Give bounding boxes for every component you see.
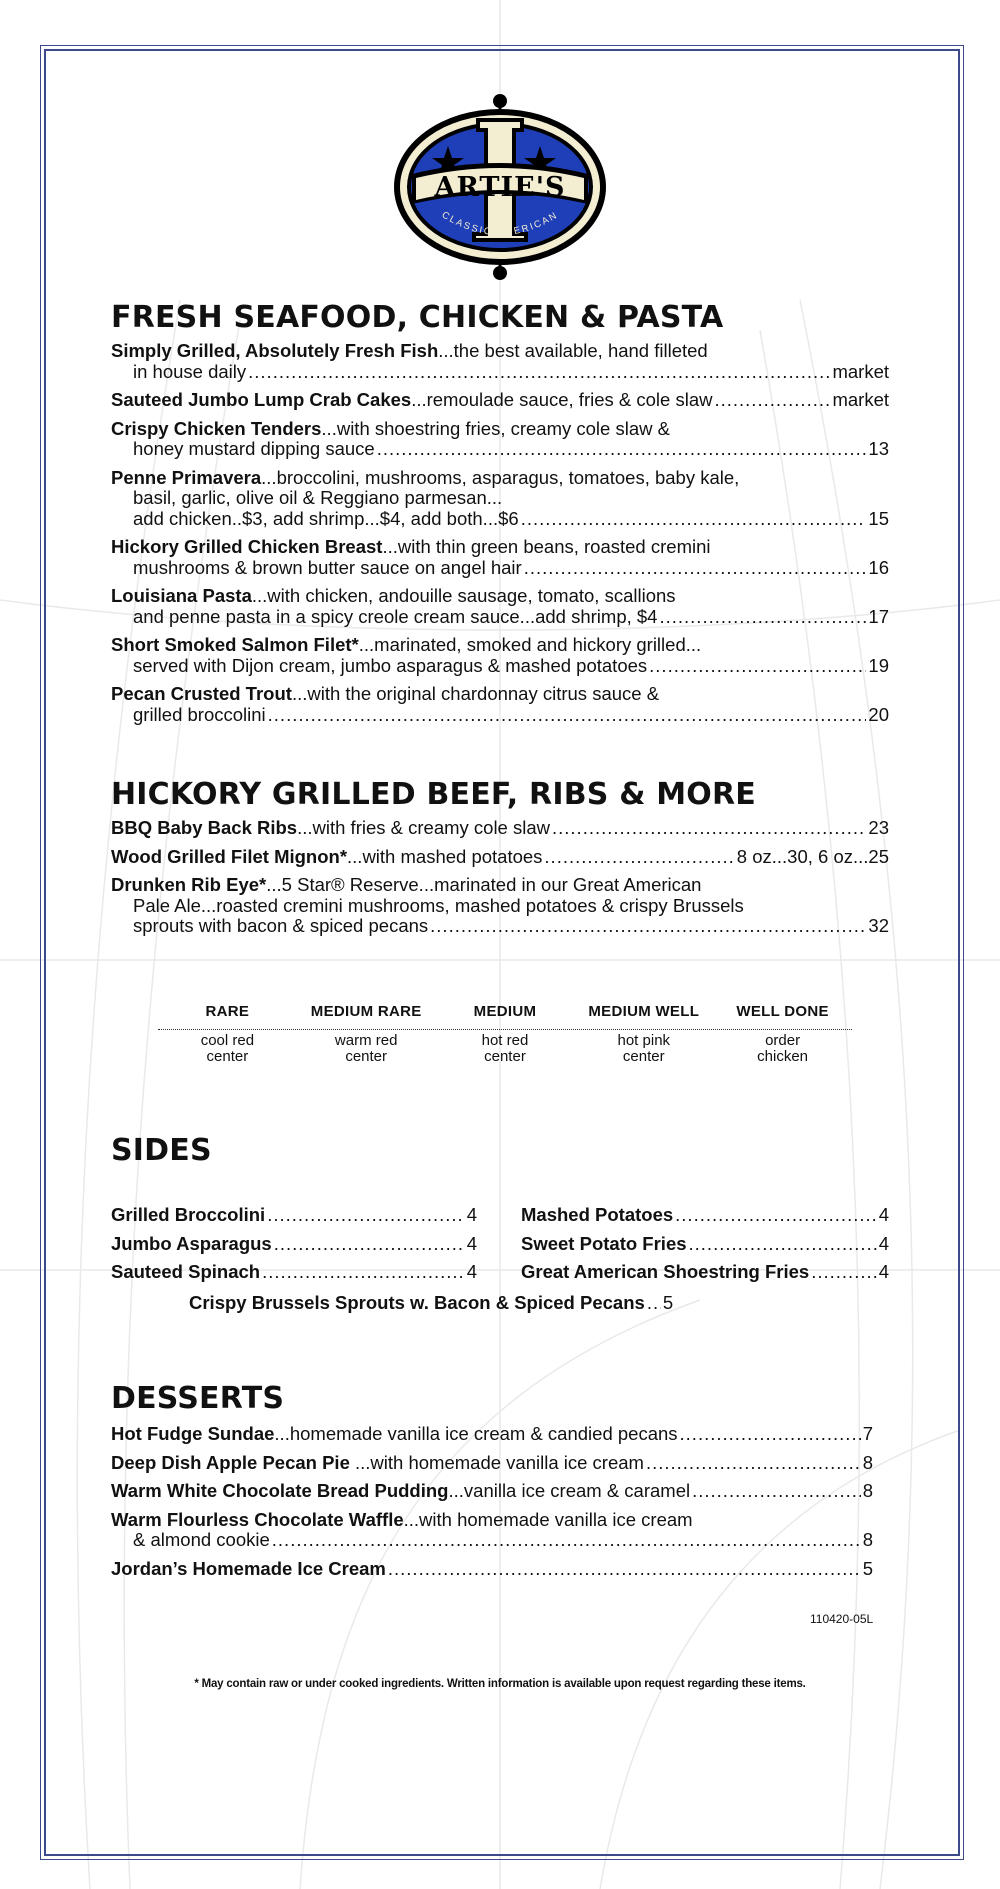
dessert-item: Jordan’s Homemade Ice Cream ..... 5 (111, 1559, 873, 1580)
temp-label: WELL DONE (736, 1003, 829, 1020)
temp-label: MEDIUM RARE (310, 1003, 422, 1020)
dessert-item: Hot Fudge Sundae ...homemade vanilla ice cream & candied pecans ..... 7 (111, 1424, 873, 1445)
disclaimer: * May contain raw or under cooked ingredients. Written information is available upon request regarding these items. (194, 1678, 806, 1690)
temp-desc: warm red center (334, 1032, 398, 1065)
item-price: 17 (868, 605, 889, 627)
seafood-section (111, 300, 889, 733)
desserts-section (111, 1381, 873, 1587)
section-title-seafood: FRESH SEAFOOD, CHICKEN & PASTA (111, 300, 724, 335)
temp-label: MEDIUM WELL (588, 1003, 700, 1020)
side-item: Great American Shoestring Fries ..... 4 (521, 1262, 889, 1283)
item-price: 20 (868, 703, 889, 725)
item-price: 8 oz...30, 6 oz...25 (736, 845, 889, 867)
side-item-featured: Crispy Brussels Sprouts w. Bacon & Spiced Pecans ..... 5 (189, 1293, 709, 1314)
dessert-item: Warm White Chocolate Bread Pudding ...vanilla ice cream & caramel ..... 8 (111, 1481, 873, 1502)
dessert-item: Warm Flourless Chocolate Waffle ...with homemade vanilla ice cream & almond cookie ..... 8 (111, 1510, 873, 1551)
arties-logo (390, 92, 610, 282)
logo-name: ARTIE'S (434, 172, 566, 203)
temp-desc: hot red center (481, 1032, 529, 1065)
menu-item: Crispy Chicken Tenders ...with shoestring fries, creamy cole slaw & honey mustard dipping sauce ..... 13 (111, 419, 889, 460)
menu-item: Penne Primavera ...broccolini, mushrooms, asparagus, tomatoes, baby kale, basil, garlic, olive oil & Reggiano parmesan... add chicken..$3, add shrimp...$4, add both...$6 ..... 15 (111, 468, 889, 530)
menu-item: Wood Grilled Filet Mignon* ...with mashed potatoes ..... 8 oz...30, 6 oz...25 (111, 847, 889, 868)
menu-item: Drunken Rib Eye* ...5 Star® Reserve...marinated in our Great American Pale Ale...roasted cremini mushrooms, mashed potatoes & crispy Brussels sprouts with bacon & spiced pecans ..... 32 (111, 875, 889, 937)
temp-desc: cool red center (200, 1032, 255, 1065)
item-price: 23 (868, 817, 889, 838)
sides-section (111, 1133, 889, 1168)
temp-label: MEDIUM (473, 1003, 537, 1020)
item-price: 15 (868, 507, 889, 529)
temp-divider (158, 1029, 852, 1030)
dessert-item: Deep Dish Apple Pecan Pie ...with homemade vanilla ice cream ..... 8 (111, 1453, 873, 1474)
temp-desc: hot pink center (617, 1032, 671, 1065)
menu-item: Sauteed Jumbo Lump Crab Cakes ...remoulade sauce, fries & cole slaw ..... market (111, 390, 889, 411)
item-price: 13 (868, 438, 889, 459)
menu-item: Short Smoked Salmon Filet* ...marinated, smoked and hickory grilled... served with Dijon cream, jumbo asparagus & mashed potatoes ..... 19 (111, 635, 889, 676)
menu-item: Pecan Crusted Trout ...with the original chardonnay citrus sauce & grilled broccolini ..... 20 (111, 684, 889, 725)
side-item: Grilled Broccolini ..... 4 (111, 1205, 477, 1226)
logo-tagline: CLASSIC AMERICAN (439, 209, 561, 239)
item-price: 19 (868, 654, 889, 676)
menu-code: 110420-05L (810, 1612, 874, 1626)
side-item: Mashed Potatoes ..... 4 (521, 1205, 889, 1226)
side-item: Jumbo Asparagus ..... 4 (111, 1234, 477, 1255)
sides-list (111, 1205, 889, 1291)
section-title-desserts: DESSERTS (111, 1381, 285, 1416)
beef-section (111, 777, 889, 945)
menu-item: Hickory Grilled Chicken Breast ...with thin green beans, roasted cremini mushrooms & brown butter sauce on angel hair ..... 16 (111, 537, 889, 578)
section-title-sides: SIDES (111, 1133, 212, 1168)
item-price: 32 (868, 915, 889, 936)
side-item: Sweet Potato Fries ..... 4 (521, 1234, 889, 1255)
item-price: 16 (868, 556, 889, 578)
section-title-beef: HICKORY GRILLED BEEF, RIBS & MORE (111, 777, 756, 812)
menu-item: Simply Grilled, Absolutely Fresh Fish ...the best available, hand filleted in house daily ..... market (111, 341, 889, 382)
temperature-guide (158, 1003, 852, 1065)
menu-item: Louisiana Pasta ...with chicken, andouille sausage, tomato, scallions and penne pasta in a spicy creole cream sauce...add shrimp, $4 ..... 17 (111, 586, 889, 627)
menu-item: BBQ Baby Back Ribs ...with fries & creamy cole slaw ..... 23 (111, 818, 889, 839)
item-price: market (832, 389, 889, 410)
temp-desc: order chicken (757, 1032, 808, 1065)
temp-label: RARE (205, 1003, 250, 1020)
side-item: Sauteed Spinach ..... 4 (111, 1262, 477, 1283)
item-price: market (832, 360, 889, 382)
